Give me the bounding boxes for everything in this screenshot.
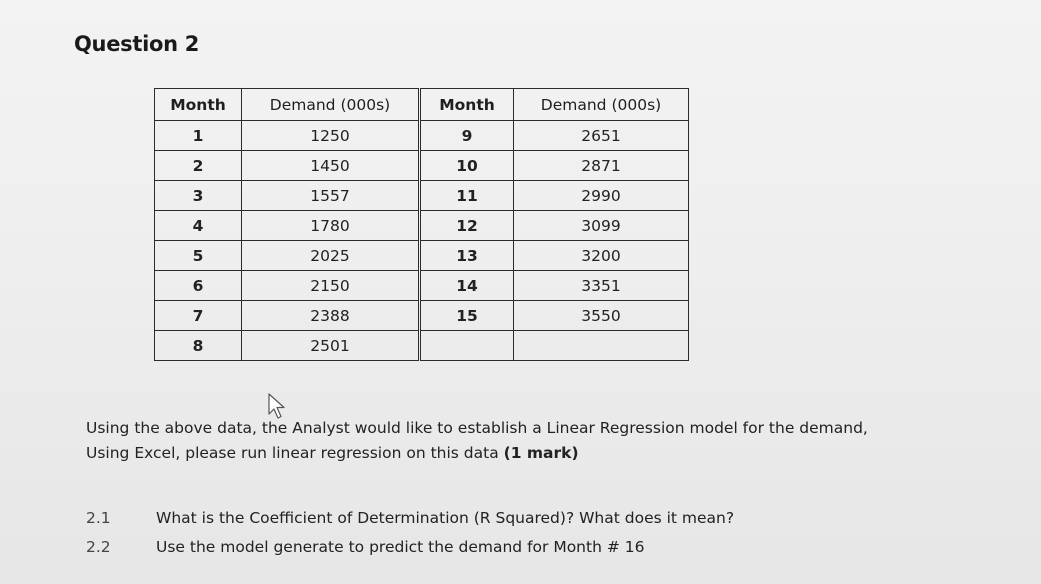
header-month-2: Month: [420, 89, 514, 121]
demand-cell-empty: [514, 331, 689, 361]
instruction-paragraph: [86, 416, 868, 466]
table-header-row: [155, 89, 689, 121]
table-row: [155, 271, 689, 301]
demand-table: [154, 88, 689, 361]
demand-cell: 3099: [514, 211, 689, 241]
month-cell: 5: [155, 241, 242, 271]
demand-cell: 3351: [514, 271, 689, 301]
demand-cell: 2501: [242, 331, 420, 361]
demand-cell: 1557: [242, 181, 420, 211]
demand-cell: 2025: [242, 241, 420, 271]
month-cell-empty: [420, 331, 514, 361]
table-row: [155, 121, 689, 151]
question-2-2: [86, 538, 644, 556]
question-text: Use the model generate to predict the demand for Month # 16: [156, 538, 645, 556]
demand-cell: 2651: [514, 121, 689, 151]
month-cell: 7: [155, 301, 242, 331]
month-cell: 2: [155, 151, 242, 181]
month-cell: 3: [155, 181, 242, 211]
instruction-line-2-text: Using Excel, please run linear regression on this data: [86, 444, 504, 462]
month-cell: 15: [420, 301, 514, 331]
instruction-line-2: [86, 441, 868, 466]
demand-cell: 2388: [242, 301, 420, 331]
demand-cell: 2990: [514, 181, 689, 211]
table-row: [155, 301, 689, 331]
demand-cell: 1450: [242, 151, 420, 181]
instruction-line-1: Using the above data, the Analyst would like to establish a Linear Regression model for the demand,: [86, 419, 868, 437]
table-row: [155, 211, 689, 241]
table-row: [155, 181, 689, 211]
marks-label: (1 mark): [503, 444, 579, 462]
demand-cell: 2150: [242, 271, 420, 301]
header-demand-1: Demand (000s): [242, 89, 420, 121]
header-month-1: Month: [155, 89, 242, 121]
demand-cell: 3550: [514, 301, 689, 331]
demand-cell: 1780: [242, 211, 420, 241]
month-cell: 11: [420, 181, 514, 211]
question-title: Question 2: [74, 32, 200, 56]
month-cell: 13: [420, 241, 514, 271]
table-row: [155, 241, 689, 271]
question-number: 2.1: [86, 509, 111, 527]
month-cell: 6: [155, 271, 242, 301]
month-cell: 12: [420, 211, 514, 241]
demand-cell: 1250: [242, 121, 420, 151]
month-cell: 9: [420, 121, 514, 151]
month-cell: 1: [155, 121, 242, 151]
table-row: [155, 331, 689, 361]
question-number: 2.2: [86, 538, 111, 556]
month-cell: 10: [420, 151, 514, 181]
table-row: [155, 151, 689, 181]
question-2-1: [86, 509, 734, 527]
month-cell: 14: [420, 271, 514, 301]
question-text: What is the Coefficient of Determination (R Squared)? What does it mean?: [156, 509, 735, 527]
month-cell: 4: [155, 211, 242, 241]
demand-cell: 2871: [514, 151, 689, 181]
demand-cell: 3200: [514, 241, 689, 271]
month-cell: 8: [155, 331, 242, 361]
header-demand-2: Demand (000s): [514, 89, 689, 121]
